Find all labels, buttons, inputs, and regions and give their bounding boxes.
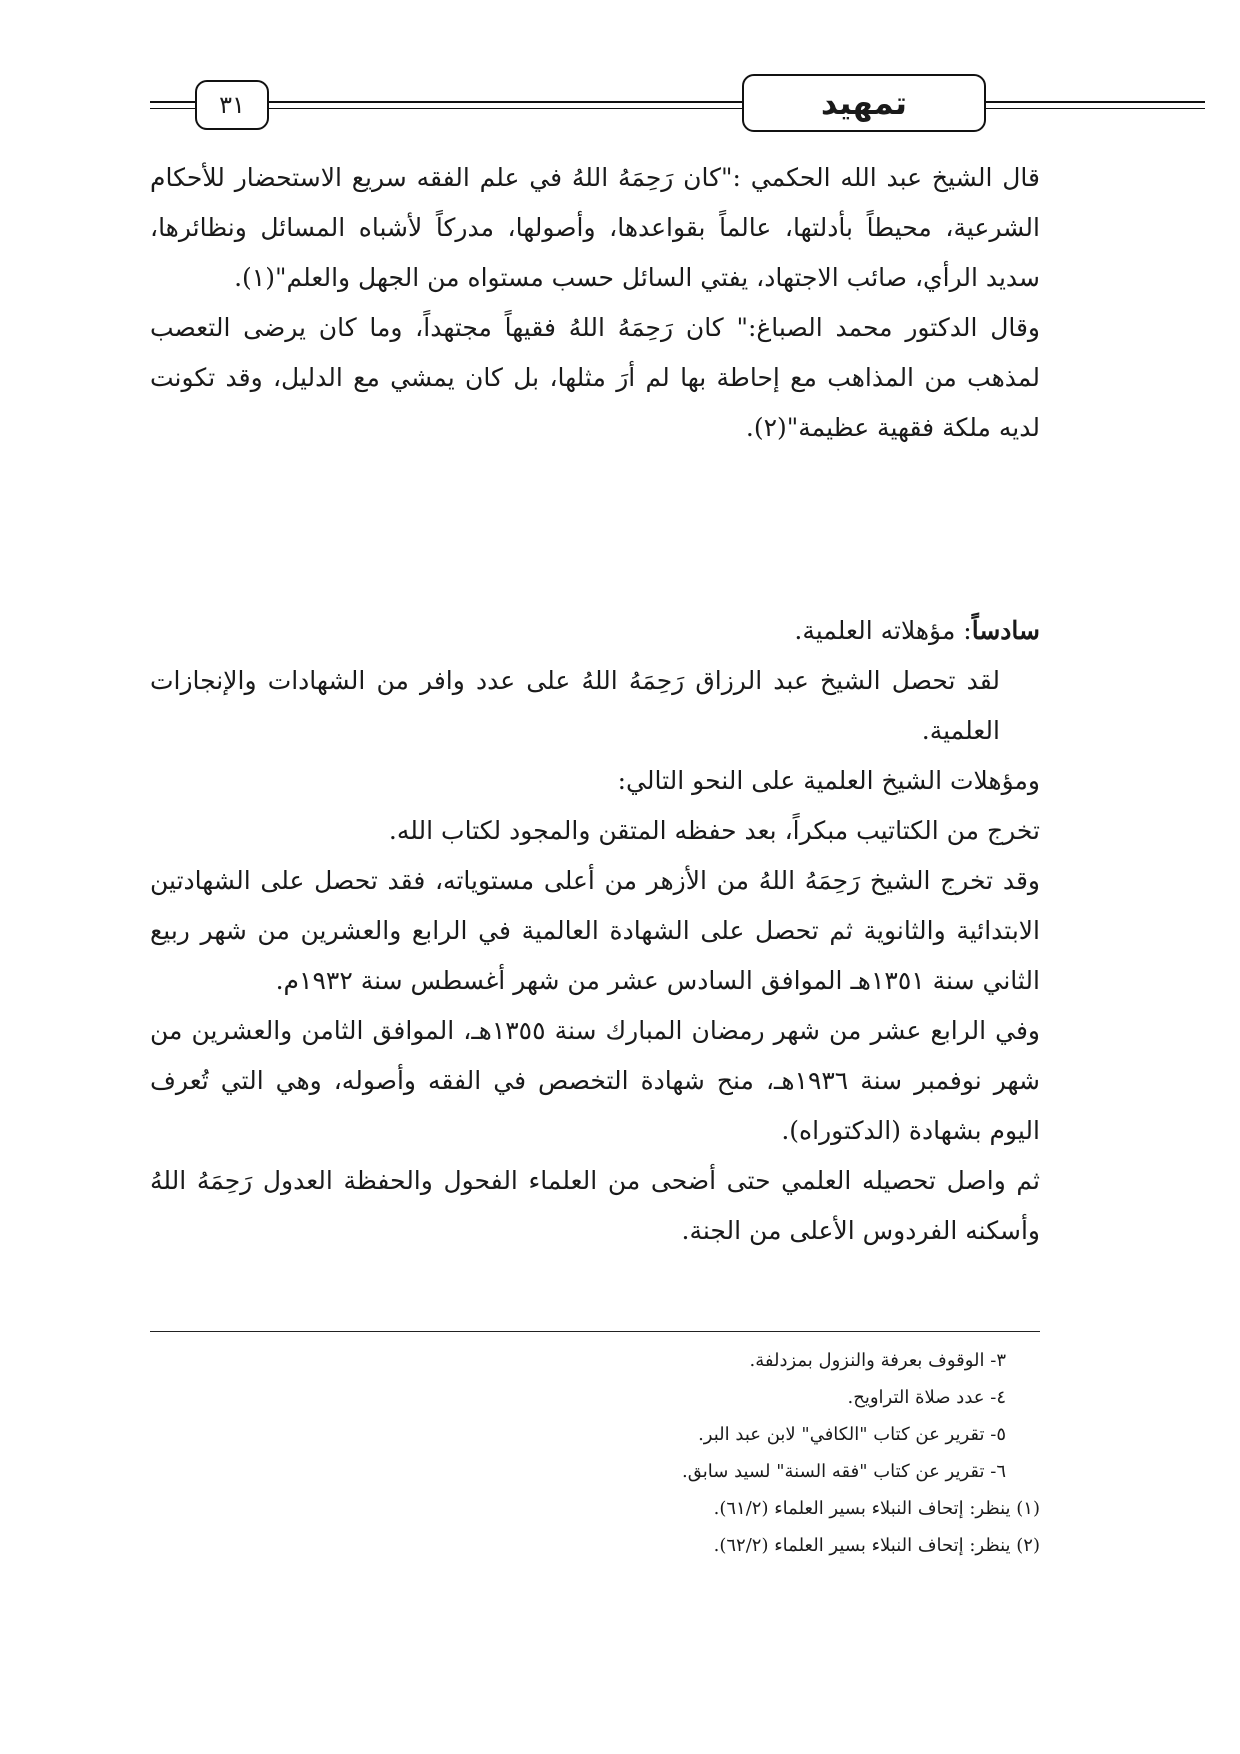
header-rule-right-bottom: [983, 108, 1205, 109]
section-heading-number: سادساً: [971, 616, 1040, 645]
section-heading-title: : مؤهلاته العلمية.: [794, 616, 972, 645]
footnote-list-item: ٦- تقرير عن كتاب "فقه السنة" لسيد سابق.: [682, 1461, 1006, 1482]
header-rule-middle-top: [266, 101, 746, 103]
paragraph-specialization: وفي الرابع عشر من شهر رمضان المبارك سنة ١٣٥٥هـ، الموافق الثامن والعشرين من شهر نوفمبر سنة ١٩٣٦هـ، منح شهادة التخصص في الفقه وأصوله، وهي التي تُعرف اليوم بشهادة (الدكتوراه).: [150, 1016, 1040, 1145]
chapter-title: تمهيد: [820, 84, 908, 122]
lower-text-block: [150, 606, 1040, 1256]
chapter-title-box: [742, 74, 986, 132]
footnote-reference-1: (١) ينظر: إتحاف النبلاء بسير العلماء (٦١/٢).: [713, 1498, 1040, 1519]
paragraph-qualifications-lead: ومؤهلات الشيخ العلمية على النحو التالي:: [617, 766, 1040, 795]
section-heading: [150, 606, 1040, 656]
paragraph-azhar-degrees: وقد تخرج الشيخ رَحِمَهُ اللهُ من الأزهر من أعلى مستوياته، فقد تحصل على الشهادتين الابتدائية والثانوية ثم تحصل على الشهادة العالمية في الرابع والعشرين من شهر ربيع الثاني سنة ١٣٥١هـ الموافق السادس عشر من شهر أغسطس سنة ١٩٣٢م.: [150, 866, 1040, 995]
footnote-list-item: ٥- تقرير عن كتاب "الكافي" لابن عبد البر.: [698, 1424, 1006, 1445]
footnotes: [150, 1342, 1040, 1564]
header-rule-left-top: [150, 101, 198, 103]
header-rule-middle-bottom: [266, 108, 746, 109]
footnote-list: [150, 1342, 1040, 1490]
paragraph-kuttab: تخرج من الكتاتيب مبكراً، بعد حفظه المتقن والمجود لكتاب الله.: [388, 816, 1040, 845]
paragraph-qualifications-intro: لقد تحصل الشيخ عبد الرزاق رَحِمَهُ اللهُ على عدد وافر من الشهادات والإنجازات العلمية.: [150, 666, 1000, 745]
footnote-list-item: ٣- الوقوف بعرفة والنزول بمزدلفة.: [749, 1350, 1006, 1371]
footnote-list-item: ٤- عدد صلاة التراويح.: [847, 1387, 1006, 1408]
page-number: ٣١: [219, 91, 245, 119]
header-rule-left-bottom: [150, 108, 198, 109]
footnote-separator: [150, 1331, 1040, 1332]
upper-text-block: [150, 153, 1040, 453]
paragraph-quote-sabbagh: وقال الدكتور محمد الصباغ:" كان رَحِمَهُ اللهُ فقيهاً مجتهداً، وما كان يرضى التعصب لمذهب من المذاهب مع إحاطة بها لم أرَ مثلها، بل كان يمشي مع الدليل، وقد تكونت لديه ملكة فقهية عظيمة"(٢).: [150, 313, 1040, 442]
paragraph-conclusion: ثم واصل تحصيله العلمي حتى أضحى من العلماء الفحول والحفظة العدول رَحِمَهُ اللهُ وأسكنه الفردوس الأعلى من الجنة.: [150, 1166, 1040, 1245]
footnote-reference-2: (٢) ينظر: إتحاف النبلاء بسير العلماء (٦٢/٢).: [713, 1535, 1040, 1556]
header-rule-right-top: [983, 101, 1205, 103]
paragraph-quote-hakami: قال الشيخ عبد الله الحكمي :"كان رَحِمَهُ اللهُ في علم الفقه سريع الاستحضار للأحكام الشرعية، محيطاً بأدلتها، عالماً بقواعدها، وأصولها، مدركاً لأشباه المسائل ونظائرها، سديد الرأي، صائب الاجتهاد، يفتي السائل حسب مستواه من الجهل والعلم"(١).: [150, 163, 1040, 292]
page-number-box: [195, 80, 269, 130]
